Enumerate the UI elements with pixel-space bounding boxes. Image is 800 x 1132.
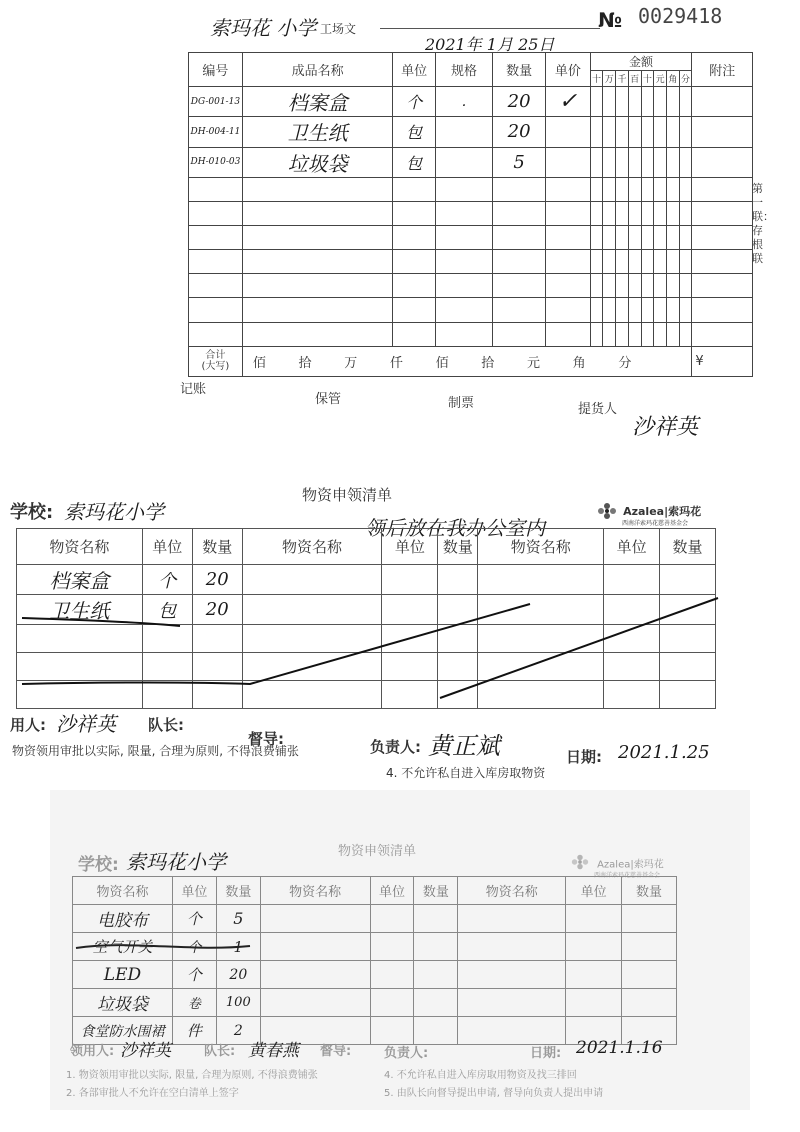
pickup-label: 提货人	[578, 402, 618, 417]
receipt-table	[188, 52, 753, 377]
captain-label: 队长:	[148, 716, 184, 734]
col-amount: 金额	[590, 53, 692, 71]
row-unit: 包	[393, 147, 435, 177]
row-name: 食堂防水围裙	[73, 1017, 173, 1045]
digit-yuan: 元	[654, 71, 667, 87]
row-name: 电胶布	[73, 905, 173, 933]
invoice-label: 制票	[448, 396, 475, 411]
row-unit: 个	[172, 933, 216, 961]
school-name: 索玛花小学	[126, 850, 226, 874]
date-label: 日期:	[530, 1046, 562, 1061]
table-row	[189, 87, 753, 117]
digit-hundred: 百	[628, 71, 641, 87]
row-unit: 件	[172, 1017, 216, 1045]
row-unit: 个	[393, 87, 435, 117]
col-unit-2: 单位	[382, 529, 438, 565]
responsible-signature: 黄正斌	[428, 732, 500, 760]
rule-note-1: 1. 物资领用审批以实际, 限量, 合理为原则, 不得浪费铺张	[66, 1070, 318, 1081]
copy-side-note: 第一联：存根联	[752, 182, 774, 265]
currency-symbol: ¥	[692, 346, 753, 376]
digit-ten-thousand-tens: 十	[590, 71, 603, 87]
row-name: 档案盒	[242, 87, 393, 117]
digit-ten-thousand: 万	[603, 71, 616, 87]
row-qty: 2	[216, 1017, 260, 1045]
col-qty: 数量	[192, 529, 242, 565]
crossout-line	[50, 790, 750, 1110]
total-amount-words: 佰 拾 万 仟 佰 拾 元 角 分	[242, 346, 692, 376]
brand-name: Azalea|索玛花	[623, 505, 702, 518]
row-name: 档案盒	[17, 565, 143, 595]
pickup-signature: 沙祥英	[632, 415, 699, 440]
storage-label: 保管	[315, 392, 342, 407]
row-code: DH-004-11	[189, 117, 243, 147]
brand-subtitle: 西南洋索玛花慈善基金会	[622, 520, 689, 527]
col-qty-2: 数量	[438, 529, 478, 565]
col-item-name-3: 物资名称	[478, 529, 604, 565]
rule-note-4: 4. 不允许私自进入库房取物资	[386, 766, 546, 780]
receipt-date: 2021年 1月 25日	[425, 35, 555, 54]
digit-jiao: 角	[666, 71, 679, 87]
total-label-sub: (大写)	[201, 361, 230, 373]
row-code: DG-001-13	[189, 87, 243, 117]
row-qty: 20	[493, 87, 546, 117]
row-name: LED	[73, 961, 173, 989]
rule-note-2: 2. 各部审批人不允许在空白清单上签字	[66, 1088, 239, 1099]
table-row	[189, 117, 753, 147]
col-code: 编号	[189, 53, 243, 87]
date-value: 2021.1.25	[618, 742, 710, 763]
row-name: 垃圾袋	[242, 147, 393, 177]
form-title: 物资申领清单	[338, 844, 417, 859]
captain-label: 队长:	[204, 1044, 236, 1059]
requisition-form-1	[0, 470, 800, 780]
row-qty: 20	[192, 595, 242, 625]
col-item-name-2: 物资名称	[260, 877, 370, 905]
col-unit: 单位	[142, 529, 192, 565]
row-qty: 1	[216, 933, 260, 961]
row-unit: 个	[142, 565, 192, 595]
row-unit: 卷	[172, 989, 216, 1017]
rule-note-5: 5. 由队长向督导提出申请, 督导向负责人提出申请	[384, 1088, 604, 1099]
row-qty: 20	[493, 117, 546, 147]
supervisor-label: 督导:	[320, 1044, 352, 1059]
col-price: 单价	[546, 53, 591, 87]
receiver-label: 用人:	[10, 716, 46, 734]
date-label: 日期:	[566, 748, 602, 766]
digit-ten: 十	[641, 71, 654, 87]
col-product-name: 成品名称	[242, 53, 393, 87]
col-spec: 规格	[435, 53, 492, 87]
date-value: 2021.1.16	[576, 1038, 663, 1058]
handwritten-note: 领后放在我办公室内	[365, 516, 545, 540]
total-row	[189, 346, 753, 376]
col-unit-2: 单位	[370, 877, 414, 905]
row-unit: 包	[142, 595, 192, 625]
row-code: DH-010-03	[189, 147, 243, 177]
row-name: 空气开关	[73, 933, 173, 961]
col-note: 附注	[692, 53, 753, 87]
col-item-name: 物资名称	[73, 877, 173, 905]
serial-number: 0029418	[638, 4, 723, 28]
header-rule	[380, 28, 600, 29]
brand-name: Azalea|索玛花	[597, 859, 664, 871]
row-qty: 20	[192, 565, 242, 595]
serial-prefix: №	[598, 8, 623, 32]
row-qty: 5	[493, 147, 546, 177]
col-unit: 单位	[172, 877, 216, 905]
responsible-label: 负责人:	[384, 1046, 429, 1061]
responsible-label: 负责人:	[370, 738, 421, 756]
row-name: 垃圾袋	[73, 989, 173, 1017]
table-row	[189, 147, 753, 177]
digit-fen: 分	[679, 71, 692, 87]
requisition-form-2	[50, 790, 750, 1110]
rule-note-1: 物资领用审批以实际, 限量, 合理为原则, 不得浪费铺张	[12, 744, 299, 758]
col-unit-3: 单位	[566, 877, 622, 905]
receiver-signature: 沙祥英	[120, 1041, 171, 1061]
rule-note-4: 4. 不允许私自进入库房取用物资及找三排回	[384, 1070, 577, 1081]
row-price-check: ✓	[546, 87, 591, 117]
form-title: 物资申领清单	[302, 486, 393, 504]
supervisor-label: 督导:	[248, 730, 284, 748]
captain-signature: 黄春燕	[248, 1041, 299, 1061]
school-name: 索玛花小学	[64, 500, 164, 524]
void-strike-lines	[0, 470, 800, 780]
row-spec: .	[435, 87, 492, 117]
col-unit-3: 单位	[604, 529, 660, 565]
receiver-signature: 沙祥英	[56, 712, 116, 736]
school-label: 学校:	[78, 855, 119, 875]
receiver-label: 领用人:	[70, 1044, 115, 1059]
row-unit: 个	[172, 905, 216, 933]
row-qty: 5	[216, 905, 260, 933]
row-qty: 100	[216, 989, 260, 1017]
col-item-name-2: 物资名称	[242, 529, 382, 565]
school-label: 学校:	[10, 502, 54, 523]
brand-subtitle: 西南洋索玛花慈善基金会	[594, 872, 661, 879]
row-unit: 个	[172, 961, 216, 989]
row-qty: 20	[216, 961, 260, 989]
company-suffix: 工场文	[320, 22, 357, 36]
company-name: 索玛花 小学	[210, 16, 317, 40]
row-name: 卫生纸	[17, 595, 143, 625]
bookkeeping-label: 记账	[180, 382, 207, 397]
col-qty-3: 数量	[622, 877, 677, 905]
col-qty-3: 数量	[660, 529, 716, 565]
total-label: 合计	[205, 350, 226, 362]
col-item-name-3: 物资名称	[458, 877, 566, 905]
col-unit: 单位	[393, 53, 435, 87]
col-qty: 数量	[493, 53, 546, 87]
receipt-form	[170, 0, 800, 440]
col-item-name: 物资名称	[17, 529, 143, 565]
col-qty: 数量	[216, 877, 260, 905]
digit-thousand: 千	[616, 71, 629, 87]
col-qty-2: 数量	[414, 877, 458, 905]
row-name: 卫生纸	[242, 117, 393, 147]
row-unit: 包	[393, 117, 435, 147]
